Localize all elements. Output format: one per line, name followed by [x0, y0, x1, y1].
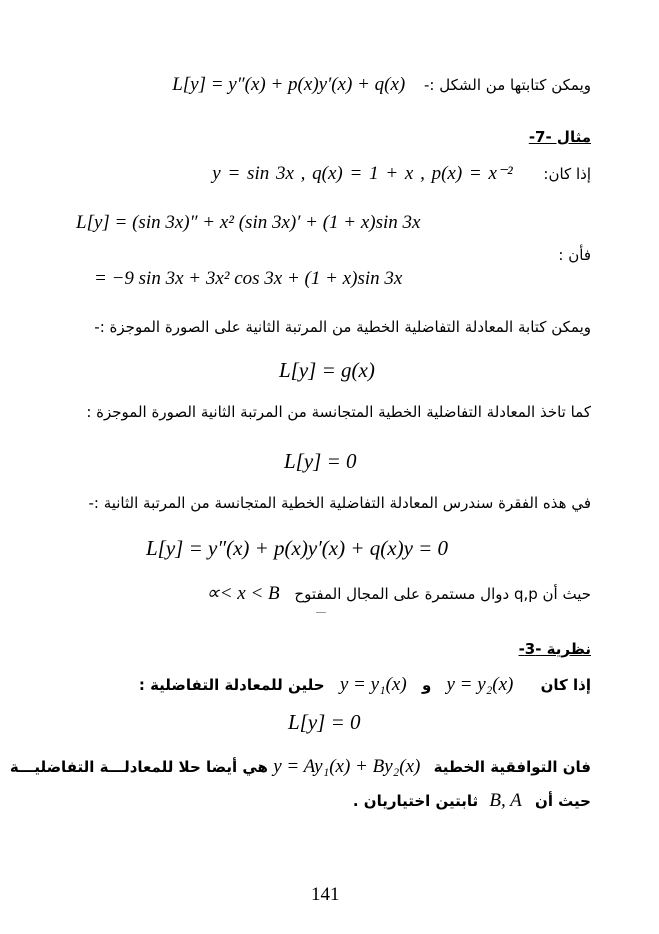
- derivative-line: L[y] = (sin 3x)″ + x² (sin 3x)′ + (1 + x)sin 3x: [76, 212, 421, 233]
- theorem-and: و: [421, 676, 432, 694]
- theorem-equation: L[y] = 0: [288, 710, 361, 734]
- result-line: = −9 sin 3x + 3x² cos 3x + (1 + x)sin 3x: [94, 268, 403, 289]
- theorem-comb-math: y = Ay₁(x) + By₂(x): [273, 756, 421, 777]
- line-1: [172, 74, 591, 96]
- equation-homogeneous: L[y] = 0: [284, 449, 357, 473]
- then-label: فأن :: [558, 246, 591, 264]
- text-compact-form: ويمكن كتابة المعادلة التفاضلية الخطية من المرتبة الثانية على الصورة الموجزة :-: [94, 318, 591, 336]
- decorative-dash: [316, 612, 326, 613]
- example-if-line: [212, 162, 591, 185]
- page-number: 141: [311, 884, 340, 905]
- continuity-line: [206, 582, 591, 605]
- example-heading: مثال -7-: [528, 128, 591, 146]
- continuity-text: حيث أن q,p دوال مستمرة على المجال المفتوح: [294, 585, 591, 603]
- theorem-comb-text-1: فان التوافقية الخطية: [433, 758, 591, 776]
- theorem-solutions: حلين للمعادلة التفاضلية :: [138, 676, 325, 694]
- theorem-heading: نظرية -3-: [518, 640, 591, 658]
- theorem-combination-line: [10, 756, 591, 778]
- continuity-math: ∝< x < B: [206, 583, 280, 604]
- theorem-if-label: إذا كان: [540, 676, 591, 694]
- line-1-math: L[y] = y″(x) + p(x)y′(x) + q(x): [172, 74, 406, 95]
- theorem-y1: y = y₁(x): [339, 674, 407, 695]
- text-homogeneous: كما تاخذ المعادلة التفاضلية الخطية المتجانسة من المرتبة الثانية الصورة الموجزة :: [86, 403, 591, 421]
- theorem-if-line: [139, 674, 591, 696]
- example-math: y = sin 3x , q(x) = 1 + x , p(x) = x⁻²: [212, 163, 513, 184]
- theorem-const-text-2: ثابتين اختياريان .: [352, 792, 479, 810]
- theorem-comb-text-2: هي أيضا حلا للمعادلـــة التفاضليـــة: [9, 758, 268, 776]
- theorem-const-math: B, A: [489, 790, 522, 811]
- equation-study: L[y] = y″(x) + p(x)y′(x) + q(x)y = 0: [146, 536, 449, 560]
- equation-compact: L[y] = g(x): [279, 358, 375, 382]
- example-if-label: إذا كان:: [543, 165, 591, 183]
- theorem-const-text-1: حيث أن: [535, 792, 591, 810]
- text-study: في هذه الفقرة سندرس المعادلة التفاضلية الخطية المتجانسة من المرتبة الثانية :-: [88, 494, 591, 512]
- theorem-constants-line: [353, 790, 591, 812]
- line-1-text: ويمكن كتابتها من الشكل :-: [424, 76, 591, 94]
- theorem-y2: y = y₂(x): [446, 674, 514, 695]
